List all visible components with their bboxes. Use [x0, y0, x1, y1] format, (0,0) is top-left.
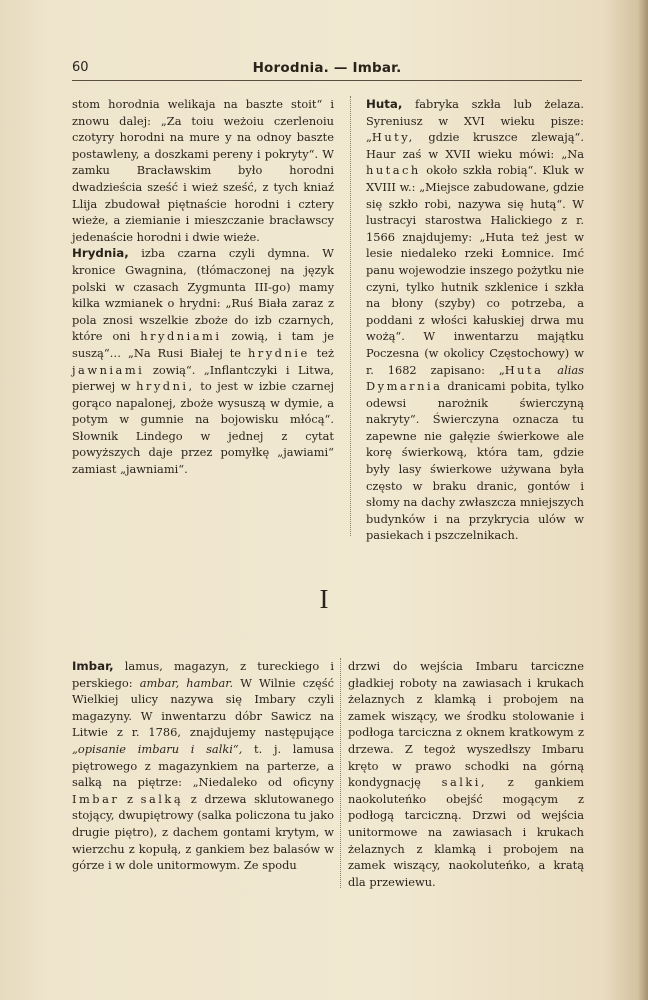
entry-text: z [119, 791, 141, 806]
italic-term: alias [557, 362, 584, 377]
entry-text: dranicami pobita, tylko odewsi narożnik świerczyną nakryty“. Świerczyna oznacza tu zapewne nie gałęzie świerkowe ale korę świerkową, która tam, gdzie były lasy świerkowe używana była często w braku dranic, gontów i słomy na dachy zwłaszcza mniejszych budynków i na przykrycia ulów w pasiekach i pszczelnikach. [366, 379, 584, 543]
running-title: Horodnia. — Imbar. [252, 60, 402, 76]
column-divider-bottom [340, 658, 341, 888]
headword-hrydnia: Hrydnia, [72, 246, 129, 261]
horodnia-continuation: stom horodnia welikaja na baszte stoit“ i znowu dalej: „Za toiu weżoiu czerlenoiu czotyry horodni na mure y na odnoy baszte postawleny, a doszkami pereny i pokryty“. W zamku Bracławskim było horodni dwadzieścia sześć i wież sześć, z tych kniaź Llija zbudował piętnaście horodni i cztery wieże, a ziemianie i mieszczanie bracławscy jedenaście horodni i dwie wieże. [72, 97, 334, 244]
spaced-term: hrydni, [136, 379, 195, 394]
spaced-term: hutach [366, 163, 421, 178]
headword-huta: Huta, [366, 97, 403, 111]
page-number: 60 [72, 60, 89, 75]
spaced-term: Dymarnia [366, 379, 443, 394]
spaced-term: Huta [504, 362, 544, 377]
italic-term: ambar, hambar. [139, 675, 234, 690]
entry-imbar [72, 658, 334, 874]
column-left-bottom [72, 658, 334, 874]
header-rule [72, 80, 582, 81]
entry-text: z gankiem naokoluteńko obejść mogącym z podłogą tarciczną. Drzwi od wejścia unitormowe na zawiasach i krukach żelaznych z klamką i probojem na zamek wiszący, naokoluteńko, a kratą dla przewiewu. [348, 775, 584, 889]
entry-text: lamus, magazyn, z tureckiego i perskiego: [72, 659, 334, 690]
entry-text: gdzie kruszce zlewają“. Haur zaś w XVII wieku mówi: „Na [366, 130, 584, 161]
section-letter: I [319, 584, 329, 614]
spaced-term: salki, [441, 775, 488, 790]
imbar-continuation [348, 658, 584, 890]
column-right-top [366, 96, 584, 544]
entry-text: z drzewa sklutowanego stojący, dwupiętrowy (salka policzona tu jako drugie piętro), z dachem gontami krytym, w wierzchu z kopułą, z gankiem bez balasów w górze i w dole unitormowym. Ze spodu [72, 791, 335, 873]
spaced-term: jawniami [72, 362, 145, 377]
entry-text: to jest w izbie czarnej gorąco napalonej, zboże wysuszą w dymie, a potym w gumnie na bojowisku młócą“. Słownik Lindego w jednej z cytat powyższych daje przez pomyłkę „jawiami“ zamiast „jawniami“. [72, 379, 335, 477]
page-edge-shadow [638, 0, 648, 1000]
italic-term: „opisanie imbaru i salki“, [72, 741, 243, 756]
entry-huta [366, 96, 584, 544]
spaced-term: Huty, [371, 130, 415, 145]
entry-text: zowią“. „Inflantczyki i Litwa, pierwej w [72, 362, 334, 394]
entry-hrydnia [72, 245, 334, 477]
entry-text: zowią, i tam je suszą“… „Na Rusi Białej te [72, 329, 334, 360]
entry-text: t. j. lamusa piętrowego z magazynkiem na parterze, a salką na piętrze: „Niedaleko od oficyny [72, 741, 334, 790]
entry-text: też [309, 345, 334, 360]
spaced-term: salką [140, 791, 184, 806]
column-right-bottom [348, 658, 584, 890]
entry-text: W Wilnie część Wielkiej ulicy nazywa się Imbary czyli magazyny. W inwentarzu dóbr Sawicz na Litwie z r. 1786, znajdujemy następujące [72, 675, 334, 740]
spaced-term: hrydnie [247, 345, 310, 360]
spaced-term: Imbar [72, 791, 120, 806]
entry-text: fabryka szkła lub żelaza. Syreniusz w XVI wieku pisze: „ [366, 97, 584, 145]
column-divider-top [350, 96, 351, 536]
entry-text: izba czarna czyli dymna. W kronice Gwagnina, (tłómaczonej na język polski w czasach Zygmunta III-go) mamy kilka wzmianek o hrydni: „Ruś Biała zaraz z pola znosi wszelkie zboże do izb czarnych, które oni [72, 246, 334, 344]
entry-text: drzwi do wejścia Imbaru tarciczne gładkiej roboty na zawiasach i krukach żelaznych z klamką i probojem na zamek wiszący, we środku stolowanie i podłoga tarciczna z oknem kratkowym z drzewa. Z tegoż wyszedłszy Imbaru krętо w prawo schodki na górną kondygnację [348, 659, 584, 790]
spaced-term: hrydniami [140, 329, 222, 344]
column-left-top [72, 96, 334, 478]
running-header [72, 60, 582, 80]
headword-imbar: Imbar, [72, 659, 114, 673]
entry-text [543, 363, 557, 377]
entry-text: około szkła robią“. Kluk w XVIII w.: „Miejsce zabudowane, gdzie się szkło robi, nazywa się hutą“. W lustracyi starostwa Halickiego z r. 1566 znajdujemy: „Huta też jest w lesie niedaleko rzeki Łomnice. Imć panu wojewodzie inszego pożytku nie czyni, tylko hutnik szklenice i szkła na błony (szyby) co potrzeba, a poddani z włości kałuskiej drwa mu wożą“. W inwentarzu majątku Poczesna (w okolicy Częstochowy) w r. 1682 zapisano: „ [366, 163, 584, 377]
